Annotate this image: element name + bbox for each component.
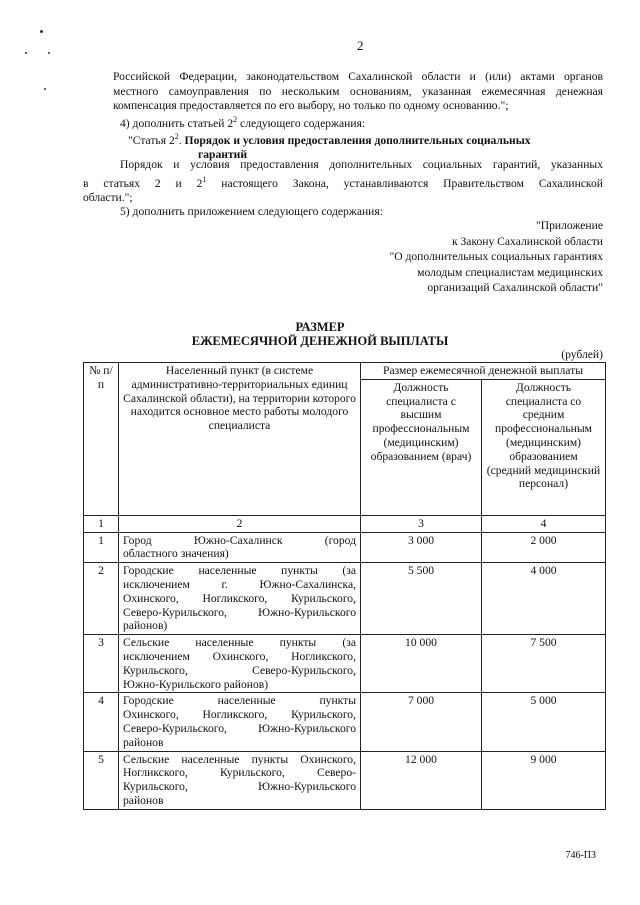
- settlement-cell: Городские населенные пункты (за исключением г. Южно-Сахалинска, Охинского, Ногликского, Курильского, Северо-Курильского, Южно-Курильского районов): [119, 563, 361, 635]
- column-number: 3: [361, 515, 482, 532]
- intro-paragraph: [113, 70, 603, 114]
- document-code: 746-ПЗ: [565, 850, 596, 861]
- doctor-amount: 12 000: [361, 751, 482, 809]
- table-row: 2 Городские населенные пункты (за исключением г. Южно-Сахалинска, Охинского, Ногликского, Курильского, Северо-Курильского, Южно-Курильского районов) 5 500 4 000: [84, 563, 606, 635]
- nurse-amount: 2 000: [482, 532, 606, 563]
- nurse-amount: 4 000: [482, 563, 606, 635]
- scan-speck: [40, 30, 43, 33]
- table-row: 3 Сельские населенные пункты (за исключением Охинского, Ногликского, Курильского, Северо-Курильского, Южно-Курильского районов) 10 000 7 500: [84, 635, 606, 693]
- scan-speck: [48, 52, 50, 54]
- intro-line: местного самоуправления по нескольким основаниям, указанная ежемесячная денежная: [113, 84, 603, 98]
- settlement-cell: Сельские населенные пункты (за исключением Охинского, Ногликского, Курильского, Северо-Курильского, Южно-Курильского районов): [119, 635, 361, 693]
- nurse-amount: 9 000: [482, 751, 606, 809]
- scan-speck: [44, 88, 46, 90]
- header-nurse: Должность специалиста со средним профессиональным (медицинским) образованием (средний медицинский персонал): [482, 379, 606, 515]
- doctor-amount: 7 000: [361, 693, 482, 751]
- item-4: 4) дополнить статьей $2^2$ следующего содержания:: [120, 115, 366, 130]
- item-5: 5) дополнить приложением следующего содержания:: [120, 205, 383, 218]
- table-row: 5 Сельские населенные пункты Охинского, Ногликского, Курильского, Северо- Курильского, Южно-Курильского районов 12 000 9 000: [84, 751, 606, 809]
- header-settlement: Населенный пункт (в системе административно-территориальных единиц Сахалинской области), на территории которого находится основное место работы молодого специалиста: [119, 363, 361, 516]
- payment-table: [83, 362, 606, 810]
- column-number: 2: [119, 515, 361, 532]
- scan-speck: [25, 52, 27, 54]
- article-body: Порядок и условия предоставления дополнительных социальных гарантий, указанных в статьях 2 и $2^1$ настоящего Закона, устанавливаются Правительством Сахалинской области.";: [83, 158, 603, 205]
- table-row: 4 Городские населенные пункты Охинского, Ногликского, Курильского, Северо-Курильского, Южно-Курильского районов 7 000 5 000: [84, 693, 606, 751]
- doctor-amount: 3 000: [361, 532, 482, 563]
- unit-label: (рублей): [561, 348, 603, 361]
- column-number: 1: [84, 515, 119, 532]
- settlement-cell: Сельские населенные пункты Охинского, Ногликского, Курильского, Северо- Курильского, Южно-Курильского районов: [119, 751, 361, 809]
- header-number: № п/п: [84, 363, 119, 516]
- settlement-cell: Городские населенные пункты Охинского, Ногликского, Курильского, Северо-Курильского, Южно-Курильского районов: [119, 693, 361, 751]
- nurse-amount: 5 000: [482, 693, 606, 751]
- intro-line: Российской Федерации, законодательством Сахалинской области и (или) актами органов: [113, 70, 603, 83]
- header-payment-size: Размер ежемесячной денежной выплаты: [361, 363, 606, 380]
- table-subtitle: ЕЖЕМЕСЯЧНОЙ ДЕНЕЖНОЙ ВЫПЛАТЫ: [191, 334, 449, 348]
- header-doctor: Должность специалиста с высшим профессиональным (медицинским) образованием (врач): [361, 379, 482, 515]
- intro-line: компенсация предоставляется по его выбору, но только по одному основанию.";: [113, 99, 509, 113]
- article-heading: "Статья $2^2$. Порядок и условия предоставления дополнительных социальных гарантий: [128, 132, 531, 162]
- column-number: 4: [482, 515, 606, 532]
- doctor-amount: 10 000: [361, 635, 482, 693]
- table-title: РАЗМЕР: [295, 320, 345, 334]
- doctor-amount: 5 500: [361, 563, 482, 635]
- nurse-amount: 7 500: [482, 635, 606, 693]
- settlement-cell: Город Южно-Сахалинск (город областного значения): [119, 532, 361, 563]
- appendix-header: "Приложение к Закону Сахалинской области "О дополнительных социальных гарантиях молодым специалистам медицинских организаций Сахалинской области": [389, 219, 603, 295]
- table-row: 1 Город Южно-Сахалинск (город областного значения) 3 000 2 000: [84, 532, 606, 563]
- page-number: 2: [357, 38, 364, 53]
